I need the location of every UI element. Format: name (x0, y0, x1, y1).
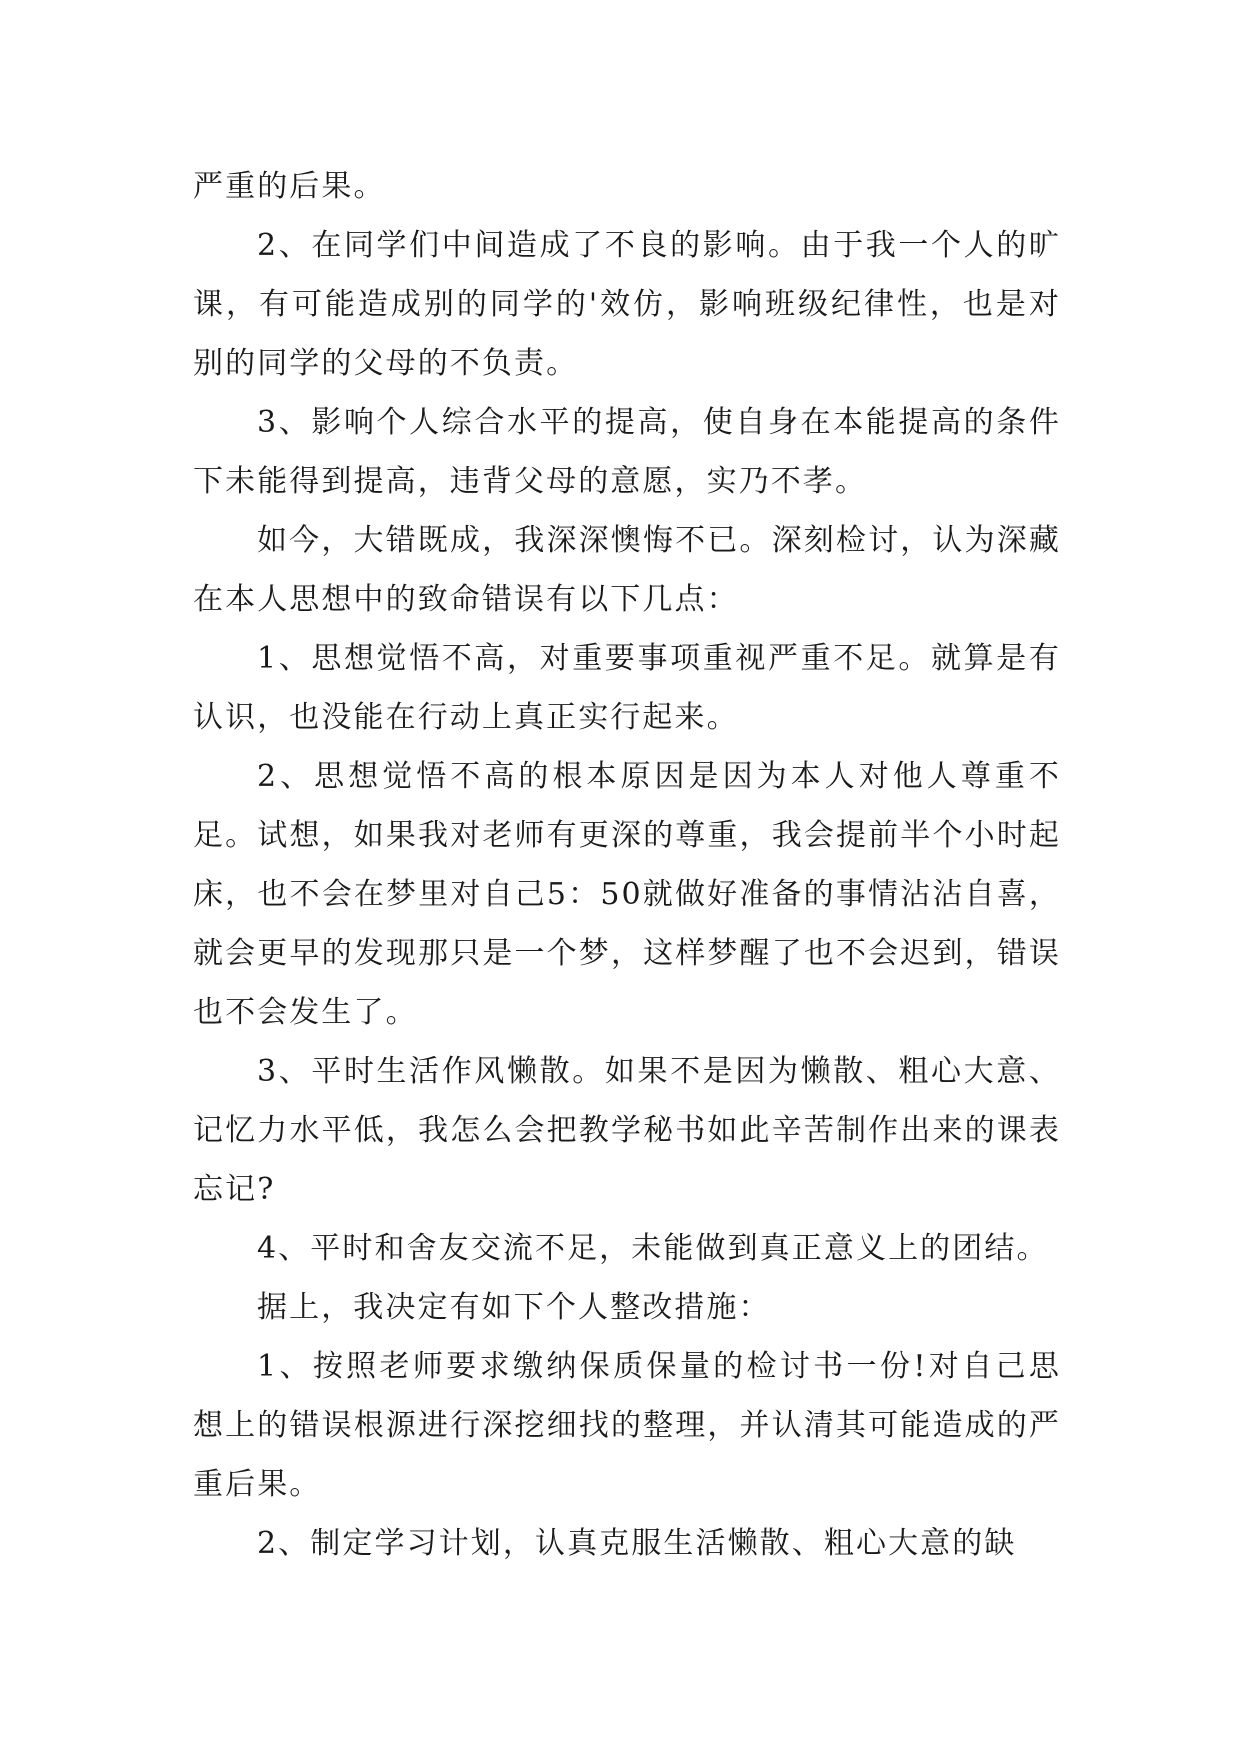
paragraph: 如今，大错既成，我深深懊悔不已。深刻检讨，认为深藏在本人思想中的致命错误有以下几点： (193, 523, 1061, 617)
paragraph: 3、影响个人综合水平的提高，使自身在本能提高的条件下未能得到提高，违背父母的意愿，实乃不孝。 (193, 405, 1061, 499)
paragraph: 2、制定学习计划，认真克服生活懒散、粗心大意的缺 (257, 1526, 1017, 1561)
paragraph: 2、在同学们中间造成了不良的影响。由于我一个人的旷课，有可能造成别的同学的'效仿，影响班级纪律性，也是对别的同学的父母的不负责。 (193, 228, 1061, 381)
document-body (193, 157, 1061, 1573)
paragraph-continuation: 严重的后果。 (193, 169, 386, 204)
paragraph: 4、平时和舍友交流不足，未能做到真正意义上的团结。 (257, 1231, 1049, 1266)
paragraph: 2、思想觉悟不高的根本原因是因为本人对他人尊重不足。试想，如果我对老师有更深的尊重，我会提前半个小时起床，也不会在梦里对自己5：50就做好准备的事情沾沾自喜，就会更早的发现那只是一个梦，这样梦醒了也不会迟到，错误也不会发生了。 (193, 759, 1061, 1030)
paragraph: 1、按照老师要求缴纳保质保量的检讨书一份!对自己思想上的错误根源进行深挖细找的整理，并认清其可能造成的严重后果。 (193, 1349, 1061, 1502)
paragraph: 1、思想觉悟不高，对重要事项重视严重不足。就算是有认识，也没能在行动上真正实行起来。 (193, 641, 1061, 735)
paragraph: 据上，我决定有如下个人整改措施： (257, 1290, 771, 1325)
paragraph: 3、平时生活作风懒散。如果不是因为懒散、粗心大意、记忆力水平低，我怎么会把教学秘书如此辛苦制作出来的课表忘记? (193, 1054, 1061, 1207)
